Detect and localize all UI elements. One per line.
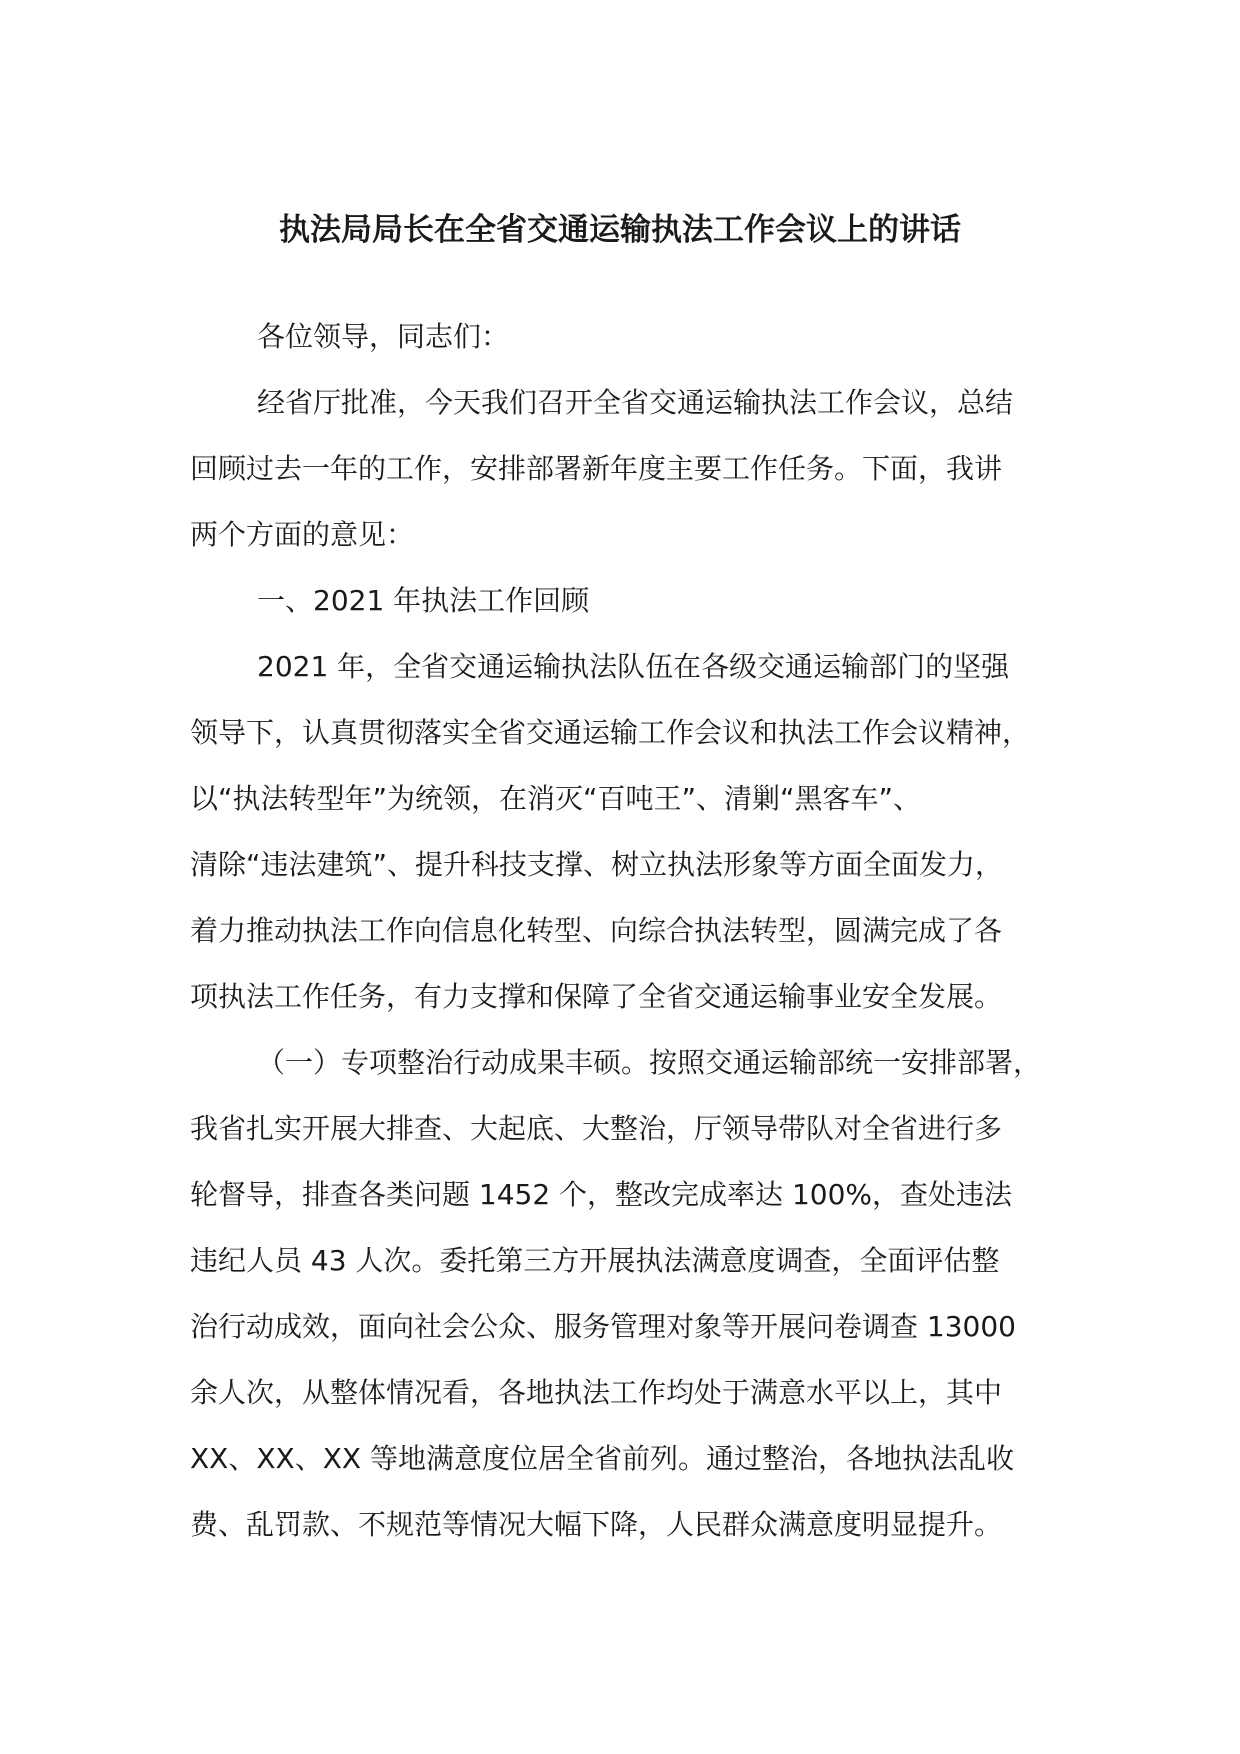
text-line: 余人次，从整体情况看，各地执法工作均处于满意水平以上，其中 bbox=[190, 1376, 1003, 1409]
text-line: 2021 年，全省交通运输执法队伍在各级交通运输部门的坚强 bbox=[257, 650, 1010, 683]
text-line: 经省厅批准，今天我们召开全省交通运输执法工作会议，总结 bbox=[257, 386, 1014, 419]
text-line: 我省扎实开展大排查、大起底、大整治，厅领导带队对全省进行多 bbox=[190, 1112, 1003, 1145]
text-line: 治行动成效，面向社会公众、服务管理对象等开展问卷调查 13000 bbox=[190, 1310, 1016, 1343]
text-line: 清除“违法建筑”、提升科技支撑、树立执法形象等方面全面发力， bbox=[190, 848, 1004, 881]
document-title: 执法局局长在全省交通运输执法工作会议上的讲话 bbox=[279, 212, 961, 248]
text-line: 两个方面的意见： bbox=[190, 518, 415, 551]
text-line: 领导下，认真贯彻落实全省交通运输工作会议和执法工作会议精神， bbox=[190, 716, 1031, 749]
text-line: 以“执法转型年”为统领，在消灭“百吨王”、清剿“黑客车”、 bbox=[190, 782, 922, 815]
text-line: 回顾过去一年的工作，安排部署新年度主要工作任务。下面，我讲 bbox=[190, 452, 1003, 485]
document-body bbox=[190, 304, 1070, 1558]
text-line: 一、2021 年执法工作回顾 bbox=[257, 584, 590, 617]
text-line: 项执法工作任务，有力支撑和保障了全省交通运输事业安全发展。 bbox=[190, 980, 1003, 1013]
text-line: 费、乱罚款、不规范等情况大幅下降，人民群众满意度明显提升。 bbox=[190, 1508, 1003, 1541]
text-line: 各位领导，同志们： bbox=[257, 320, 510, 353]
text-line: 轮督导，排查各类问题 1452 个，整改完成率达 100%，查处违法 bbox=[190, 1178, 1013, 1211]
text-line: 违纪人员 43 人次。委托第三方开展执法满意度调查，全面评估整 bbox=[190, 1244, 1000, 1277]
text-line: XX、XX、XX 等地满意度位居全省前列。通过整治，各地执法乱收 bbox=[190, 1442, 1014, 1475]
text-line: （一）专项整治行动成果丰硕。按照交通运输部统一安排部署， bbox=[257, 1046, 1042, 1079]
text-line: 着力推动执法工作向信息化转型、向综合执法转型，圆满完成了各 bbox=[190, 914, 1003, 947]
